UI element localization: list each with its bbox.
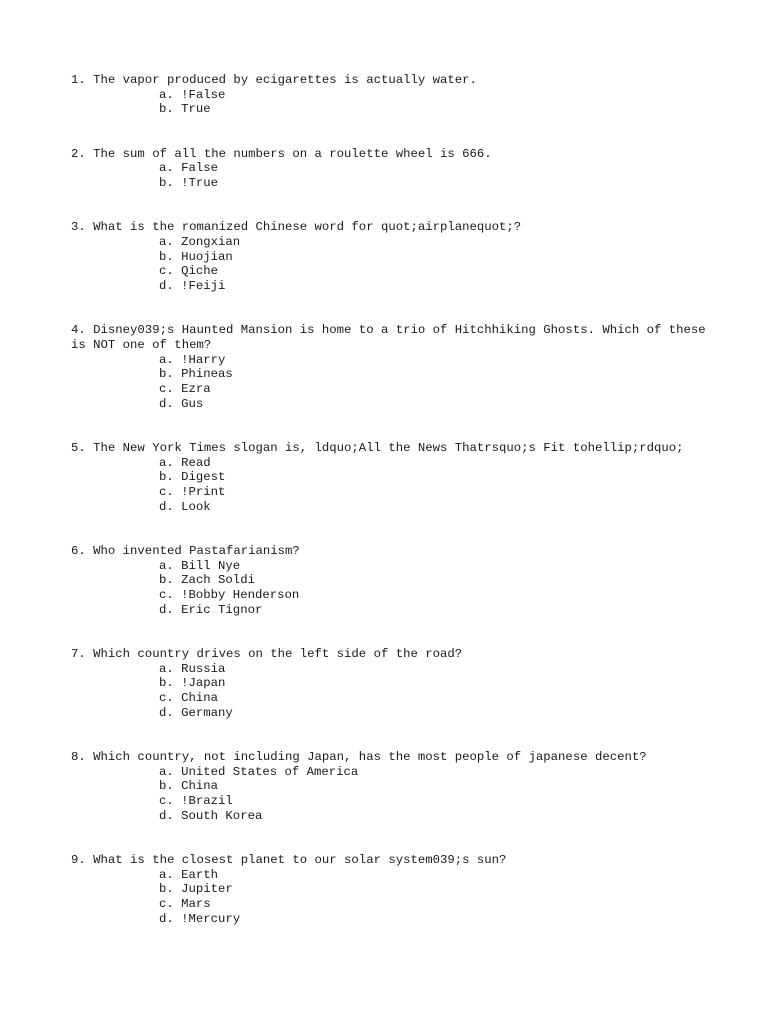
question-7 bbox=[71, 647, 711, 721]
option-text: Phineas bbox=[181, 367, 233, 382]
question-number: 2. bbox=[71, 146, 86, 161]
option-letter: c. bbox=[159, 691, 174, 706]
question-text bbox=[71, 73, 711, 88]
option-text: True bbox=[181, 102, 211, 117]
answer-option bbox=[71, 367, 711, 382]
option-letter: d. bbox=[159, 602, 174, 617]
option-text: Look bbox=[181, 499, 211, 514]
option-text: China bbox=[181, 779, 219, 794]
option-text: South Korea bbox=[181, 808, 263, 823]
option-text: Mars bbox=[181, 897, 211, 912]
option-text: United States of America bbox=[181, 764, 359, 779]
option-text: Read bbox=[181, 455, 211, 470]
answer-option bbox=[71, 397, 711, 412]
option-text: Eric Tignor bbox=[181, 602, 263, 617]
option-letter: b. bbox=[159, 176, 174, 191]
option-letter: c. bbox=[159, 264, 174, 279]
answer-option bbox=[71, 102, 711, 117]
answer-option bbox=[71, 691, 711, 706]
option-text: !False bbox=[181, 87, 226, 102]
option-letter: a. bbox=[159, 352, 174, 367]
option-text: !Mercury bbox=[181, 911, 241, 926]
question-number: 9. bbox=[71, 853, 86, 868]
option-text: Huojian bbox=[181, 249, 233, 264]
answer-option bbox=[71, 573, 711, 588]
question-1 bbox=[71, 73, 711, 117]
answer-option bbox=[71, 485, 711, 500]
option-letter: a. bbox=[159, 234, 174, 249]
question-number: 7. bbox=[71, 646, 86, 661]
answer-option bbox=[71, 676, 711, 691]
answer-option bbox=[71, 161, 711, 176]
quiz-document bbox=[71, 73, 714, 956]
option-letter: b. bbox=[159, 367, 174, 382]
option-letter: c. bbox=[159, 588, 174, 603]
option-letter: a. bbox=[159, 161, 174, 176]
question-number: 4. bbox=[71, 323, 86, 338]
question-prompt: Who invented Pastafarianism? bbox=[93, 543, 300, 558]
answer-option bbox=[71, 88, 711, 103]
answer-option bbox=[71, 470, 711, 485]
question-5 bbox=[71, 441, 711, 515]
answer-option bbox=[71, 794, 711, 809]
option-letter: b. bbox=[159, 779, 174, 794]
option-letter: d. bbox=[159, 499, 174, 514]
option-letter: c. bbox=[159, 485, 174, 500]
question-number: 6. bbox=[71, 543, 86, 558]
question-6 bbox=[71, 544, 711, 618]
option-text: !True bbox=[181, 176, 219, 191]
option-letter: d. bbox=[159, 808, 174, 823]
option-text: !Harry bbox=[181, 352, 226, 367]
answer-option bbox=[71, 250, 711, 265]
question-prompt: What is the closest planet to our solar system039;s sun? bbox=[93, 853, 507, 868]
option-letter: a. bbox=[159, 867, 174, 882]
question-text bbox=[71, 544, 711, 559]
question-text bbox=[71, 323, 714, 352]
answer-option bbox=[71, 868, 711, 883]
answer-option bbox=[71, 588, 711, 603]
answer-option bbox=[71, 882, 711, 897]
question-prompt: What is the romanized Chinese word for quot;airplanequot;? bbox=[93, 220, 522, 235]
answer-option bbox=[71, 897, 711, 912]
option-text: !Print bbox=[181, 485, 226, 500]
question-text bbox=[71, 750, 711, 765]
option-letter: b. bbox=[159, 676, 174, 691]
answer-option bbox=[71, 279, 711, 294]
question-2 bbox=[71, 147, 711, 191]
question-text bbox=[71, 441, 711, 456]
question-8 bbox=[71, 750, 711, 824]
answer-option bbox=[71, 765, 711, 780]
answer-option bbox=[71, 706, 711, 721]
option-text: Zongxian bbox=[181, 234, 241, 249]
option-text: Germany bbox=[181, 705, 233, 720]
answer-option bbox=[71, 603, 711, 618]
option-letter: c. bbox=[159, 897, 174, 912]
option-text: Zach Soldi bbox=[181, 573, 255, 588]
question-text bbox=[71, 647, 711, 662]
option-letter: b. bbox=[159, 573, 174, 588]
option-text: !Brazil bbox=[181, 794, 233, 809]
answer-option bbox=[71, 912, 711, 927]
question-9 bbox=[71, 853, 711, 927]
option-text: Earth bbox=[181, 867, 219, 882]
option-letter: b. bbox=[159, 249, 174, 264]
answer-option bbox=[71, 809, 711, 824]
answer-option bbox=[71, 559, 711, 574]
question-number: 3. bbox=[71, 220, 86, 235]
option-letter: a. bbox=[159, 455, 174, 470]
option-letter: d. bbox=[159, 396, 174, 411]
answer-option bbox=[71, 235, 711, 250]
option-letter: a. bbox=[159, 764, 174, 779]
option-letter: c. bbox=[159, 382, 174, 397]
answer-option bbox=[71, 382, 711, 397]
option-text: China bbox=[181, 691, 219, 706]
option-letter: a. bbox=[159, 558, 174, 573]
question-4 bbox=[71, 323, 714, 411]
question-text bbox=[71, 220, 711, 235]
option-text: Gus bbox=[181, 396, 204, 411]
option-letter: a. bbox=[159, 87, 174, 102]
option-text: Bill Nye bbox=[181, 558, 241, 573]
question-number: 5. bbox=[71, 440, 86, 455]
option-text: !Japan bbox=[181, 676, 226, 691]
question-text bbox=[71, 853, 711, 868]
option-text: Digest bbox=[181, 470, 226, 485]
option-text: Jupiter bbox=[181, 882, 233, 897]
question-number: 8. bbox=[71, 750, 86, 764]
question-prompt: The New York Times slogan is, ldquo;All the News Thatrsquo;s Fit tohellip;rdquo; bbox=[93, 440, 684, 455]
answer-option bbox=[71, 662, 711, 677]
option-text: !Feiji bbox=[181, 279, 226, 294]
option-letter: d. bbox=[159, 911, 174, 926]
answer-option bbox=[71, 500, 711, 515]
option-letter: c. bbox=[159, 794, 174, 809]
question-prompt: Which country, not including Japan, has the most people of japanese decent? bbox=[93, 750, 647, 764]
question-number: 1. bbox=[71, 73, 86, 87]
option-text: False bbox=[181, 161, 219, 176]
answer-option bbox=[71, 779, 711, 794]
option-letter: d. bbox=[159, 279, 174, 294]
question-text bbox=[71, 147, 711, 162]
option-text: Qiche bbox=[181, 264, 219, 279]
answer-option bbox=[71, 264, 711, 279]
option-letter: b. bbox=[159, 470, 174, 485]
question-prompt: Disney039;s Haunted Mansion is home to a trio of Hitchhiking Ghosts. Which of these is NOT one of them? bbox=[71, 323, 714, 352]
answer-option bbox=[71, 456, 711, 471]
option-text: !Bobby Henderson bbox=[181, 588, 300, 603]
answer-option bbox=[71, 176, 711, 191]
answer-option bbox=[71, 353, 711, 368]
question-prompt: The vapor produced by ecigarettes is actually water. bbox=[93, 73, 477, 87]
option-letter: b. bbox=[159, 882, 174, 897]
option-text: Russia bbox=[181, 661, 226, 676]
option-letter: b. bbox=[159, 102, 174, 117]
question-prompt: The sum of all the numbers on a roulette wheel is 666. bbox=[93, 146, 492, 161]
question-prompt: Which country drives on the left side of the road? bbox=[93, 646, 463, 661]
option-letter: a. bbox=[159, 661, 174, 676]
question-3 bbox=[71, 220, 711, 294]
option-text: Ezra bbox=[181, 382, 211, 397]
option-letter: d. bbox=[159, 705, 174, 720]
